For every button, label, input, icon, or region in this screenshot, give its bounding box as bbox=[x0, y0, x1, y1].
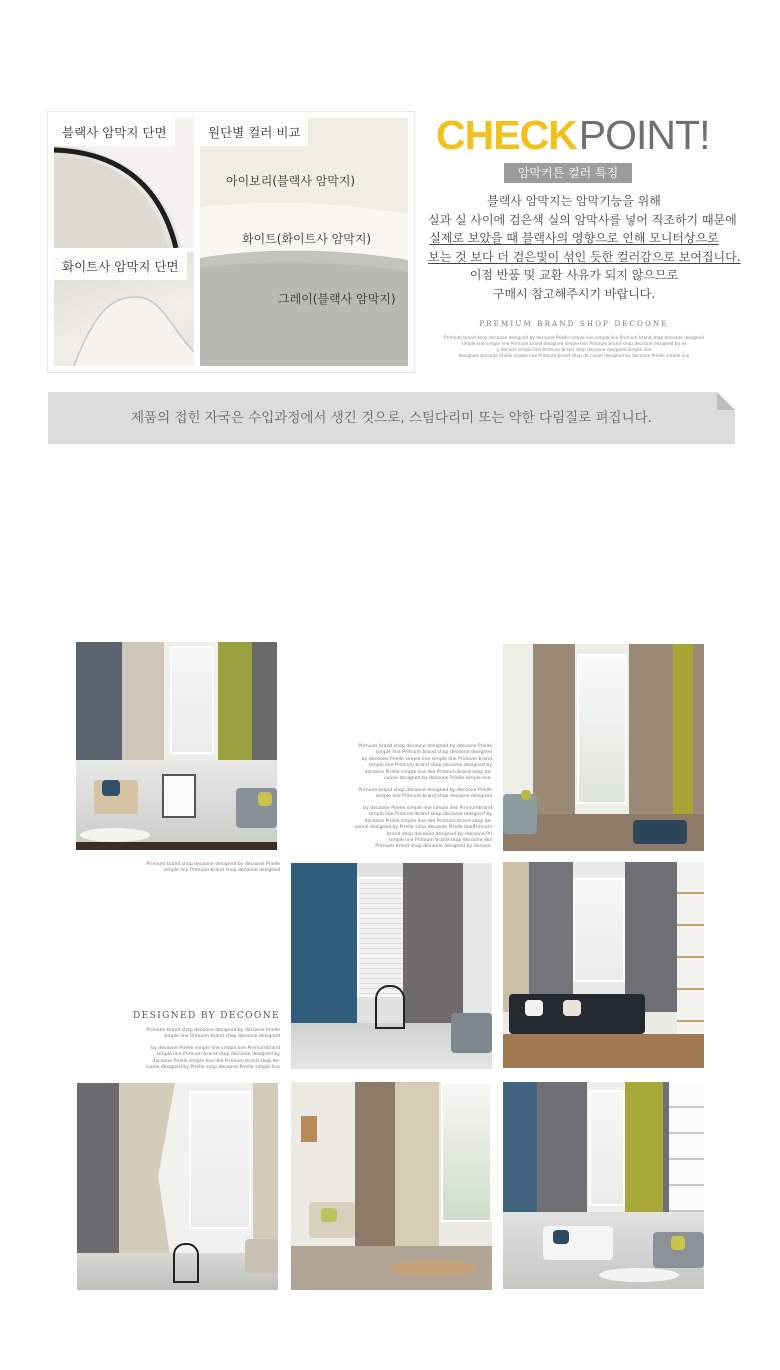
gallery-text-line: simple line Primium brand shop decoone designed bbox=[163, 868, 280, 874]
gallery-text-line: Primium brand shop decoone designed by decoone Prielle bbox=[146, 862, 280, 867]
compare-label: 원단별 컬러 비교 bbox=[200, 118, 308, 146]
black-section-label: 블랙사 암막지 단면 bbox=[54, 118, 175, 146]
description-line: 구매시 참고해주시기 바랍니다. bbox=[492, 286, 656, 301]
white-blackout-cross-section-photo bbox=[54, 252, 194, 366]
fabric-swatch-panel bbox=[48, 112, 414, 372]
gallery-photo-blue-green-curtains bbox=[503, 1082, 704, 1289]
fine-print-line: y decoon simple line Primium brand shop decoone designed simple line bbox=[496, 348, 652, 353]
gallery-text-line: simple line Primium brand shop decoone des bbox=[388, 838, 492, 844]
notice-text: 제품의 접힌 자국은 수입과정에서 생긴 것으로, 스팀다리미 또는 약한 다림질로 펴집니다. bbox=[131, 410, 652, 426]
checkpoint-title-light: POINT! bbox=[578, 112, 710, 158]
gallery-text-line: simple line Primium brand shop decoone designed by bbox=[156, 1052, 280, 1058]
description-line: 이점 반품 및 교환 사유가 되지 않으므로 bbox=[469, 268, 679, 282]
gallery-text-block bbox=[300, 744, 492, 782]
fine-print-line: simple line simple line Primium brand designed simple line Primium brand shop decoone designed by ex bbox=[461, 342, 687, 347]
white-swatch-label: 화이트(화이트사 암막지) bbox=[242, 232, 372, 246]
designed-by-heading: DESIGNED BY DECOONE bbox=[133, 1011, 280, 1021]
gallery-photo-gray-beige-curtains bbox=[503, 862, 704, 1068]
gallery-text-line: by decoone Prielle simple line simple line Primiumbrand bbox=[363, 806, 492, 811]
white-section-label: 화이트사 암막지 단면 bbox=[54, 252, 187, 280]
gallery-text-line: by decoone Prielle simple line simple line Primium brand bbox=[361, 756, 492, 762]
brand-tagline: PREMIUM BRAND SHOP DECOONE bbox=[479, 320, 669, 328]
checkpoint-title-bold: CHECK bbox=[436, 112, 577, 158]
description-line: 실제로 보았을 때 블랙사의 영향으로 인해 모니터상으로 bbox=[429, 231, 719, 245]
gallery-text-block bbox=[300, 788, 492, 801]
black-blackout-cross-section-photo bbox=[54, 118, 194, 248]
gray-swatch-label: 그레이(블랙사 암막지) bbox=[278, 292, 396, 306]
gallery-photo-living-room-multicolor bbox=[76, 642, 277, 850]
gallery-text-line: brand shop decoone designed by decoone Pri bbox=[387, 831, 492, 837]
gallery-text-line: simple line Primium brand shop decoone designed bbox=[375, 750, 492, 756]
gallery-text-line: coone designed by Prielle simp decoone Prielle simple line bbox=[145, 1065, 280, 1071]
gallery-text-line: decoone Prielle simple line like Primium brand shop de- bbox=[364, 769, 492, 775]
gallery-text-line: Primium brand shop decoone designed by decoon. bbox=[375, 844, 492, 850]
gallery-text-block bbox=[300, 806, 492, 851]
description-line: 실과 실 사이에 검은색 실의 암막사를 넣어 직조하기 때문에 bbox=[428, 212, 737, 227]
fine-print-line: designed decoone Prielle simple line Primium brand shop de coone designed by decoone Prielle simple line bbox=[458, 354, 690, 359]
gallery-text-line: Primium brand shop decoone designed by decoone Prielle bbox=[358, 744, 492, 749]
gallery-text-line: simple line Primium brand shop decoone designed by bbox=[368, 812, 492, 818]
gallery-photo-blue-curtains bbox=[291, 863, 492, 1069]
gallery-text-line: simple line Primium brand shop decoone designed by bbox=[368, 763, 492, 769]
fine-print-line: Primium brand shop decoone designed by decoone Prielle simple line simple line Primium brand shop decoone designed bbox=[444, 336, 704, 341]
folded-corner-decoration bbox=[717, 392, 735, 410]
gallery-text-line: Primium brand shop decoone designed by decoone Prielle bbox=[358, 788, 492, 793]
ivory-swatch-label: 아이보리(블랙사 암막지) bbox=[226, 174, 356, 188]
gallery-text-line: decoone Prielle simple line like Primium brand shop de- bbox=[364, 818, 492, 824]
checkpoint-title bbox=[436, 112, 709, 162]
checkpoint-description bbox=[428, 192, 741, 303]
gallery-text-line: coone designed by Prielle simp decoone Prielle lineRrimium bbox=[354, 825, 492, 831]
fabric-color-compare-photo bbox=[200, 118, 408, 366]
description-line: 보는 것 보다 더 검은빛이 섞인 듯한 컬러감으로 보여집니다. bbox=[428, 249, 741, 264]
fine-print-block bbox=[428, 336, 720, 360]
gallery-text-line: coone designed by decoone Prielle simple line. bbox=[384, 776, 492, 782]
gallery-text-block bbox=[86, 1046, 280, 1072]
gallery-text-line: by decoone Prielle simple line simple line Primiumbrand bbox=[151, 1046, 280, 1051]
gallery-photo-armchair-room bbox=[291, 1082, 492, 1290]
description-line: 블랙사 암막지는 암막기능을 위해 bbox=[487, 194, 661, 208]
gallery-text-line: Primium brand shop decoone designed by decoone Prielle bbox=[146, 1028, 280, 1033]
gallery-photo-brown-curtains bbox=[503, 644, 704, 851]
gallery-text-block bbox=[86, 1028, 280, 1041]
gallery-photo-tied-curtains bbox=[77, 1083, 278, 1290]
gallery-text-line: simple line Primium brand shop decoone designed bbox=[375, 794, 492, 800]
gallery-text-line: decoone Prielle simple line like Primium brand shop de- bbox=[152, 1058, 280, 1064]
checkpoint-subtitle: 암막커튼 컬러 특징 bbox=[504, 163, 632, 183]
gallery-text-line: simple line Primium brand shop decoone designed bbox=[163, 1034, 280, 1040]
notice-banner bbox=[48, 392, 735, 444]
gallery-text-block bbox=[86, 862, 280, 875]
